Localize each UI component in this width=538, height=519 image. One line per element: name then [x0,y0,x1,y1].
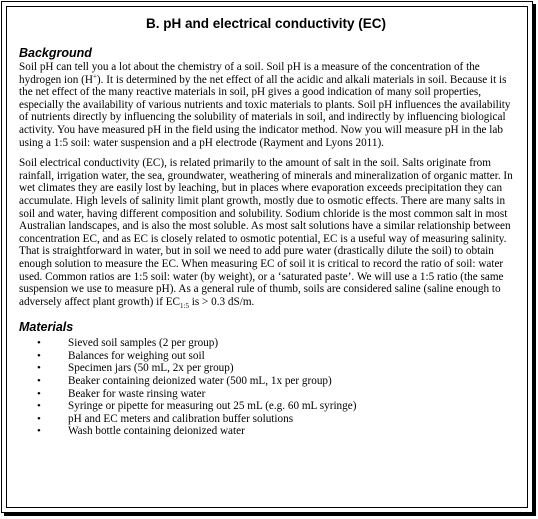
material-label: Beaker for waste rinsing water [68,387,206,400]
background-paragraph-ec [19,157,519,308]
materials-list [13,337,519,438]
material-label: Wash bottle containing deionized water [68,425,245,438]
material-label: Beaker containing deionized water (500 mL, 1x per group) [68,375,332,388]
list-item [37,362,519,375]
ph-text-part1: Soil pH can tell you a lot about the chemistry of a soil. Soil pH is a measure of the concentration of the hydrogen ion (H [19,61,480,86]
ec-ratio-subscript: 1:5 [180,301,189,310]
bullet-icon: • [37,425,41,438]
materials-heading: Materials [19,320,74,335]
material-label: Sieved soil samples (2 per group) [68,337,219,350]
bullet-icon: • [37,375,41,388]
list-item [37,425,519,438]
document-content [13,16,519,438]
hydrogen-charge: + [92,71,97,80]
list-item [37,388,519,401]
ec-text-part1: Soil electrical conductivity (EC), is related primarily to the amount of salt in the soil. Salts originate from rainfall, irrigation water, the sea, groundwater, weathering of minerals and mineralization of organic matter. In wet climates they are easily lost by leaching, but in places where evaporation exceeds precipitation they can accumulate. High levels of salinity limit plant growth, mostly due to osmotic effects. There are many salts in soil and water, having different composition and solubility. Sodium chloride is the most common salt in most Australian landscapes, and is also the most soluble. As most salt solutions have a similar relationship between concentration EC, and as EC is closely related to osmotic potential, EC is a useful way of measuring salinity. That is straightforward in water, but in soil we need to add pure water (drastically dilute the soil) to obtain enough solution to measure the EC. When measuring EC of soil it is critical to record the ratio of soil: water used. Common ratios are 1:5 soil: water (by weight), or a ‘saturated paste’. We will use a 1:5 ratio (the same suspension we use to measure pH). As a general rule of thumb, soils are considered saline (saline enough to adversely affect plant growth) if EC [19,157,513,308]
background-paragraph-ph [19,61,519,149]
material-label: pH and EC meters and calibration buffer solutions [68,412,294,425]
background-heading: Background [19,46,92,60]
bullet-icon: • [37,362,41,375]
material-label: Specimen jars (50 mL, 2x per group) [68,362,234,375]
material-label: Balances for weighing out soil [68,349,205,362]
material-label: Syringe or pipette for measuring out 25 mL (e.g. 60 mL syringe) [68,400,357,413]
bullet-icon: • [37,412,41,425]
list-item [37,350,519,363]
section-title: B. pH and electrical conductivity (EC) [145,16,387,31]
list-item [37,375,519,388]
list-item [37,400,519,413]
list-item [37,337,519,350]
ph-text-part2: ). It is determined by the net effect of all the acidic and alkali materials in soil. Because it is the net effect of the many reactive materials in soil, pH gives a good indication of many soil properties, especially the availability of various nutrients and toxic materials to plants. Soil pH influences the availability of nutrients directly by influencing the solubility of materials in soil, and indirectly by influencing biological activity. You have measured pH in the field using the indicator method. Now you will measure pH in the lab using a 1:5 soil: water suspension and a pH electrode (Rayment and Lyons 2011). [19,73,511,149]
ec-text-part2: is > 0.3 dS/m. [188,295,255,308]
list-item [37,413,519,426]
bullet-icon: • [37,387,41,400]
bullet-icon: • [37,337,41,350]
bullet-icon: • [37,349,41,362]
bullet-icon: • [37,400,41,413]
